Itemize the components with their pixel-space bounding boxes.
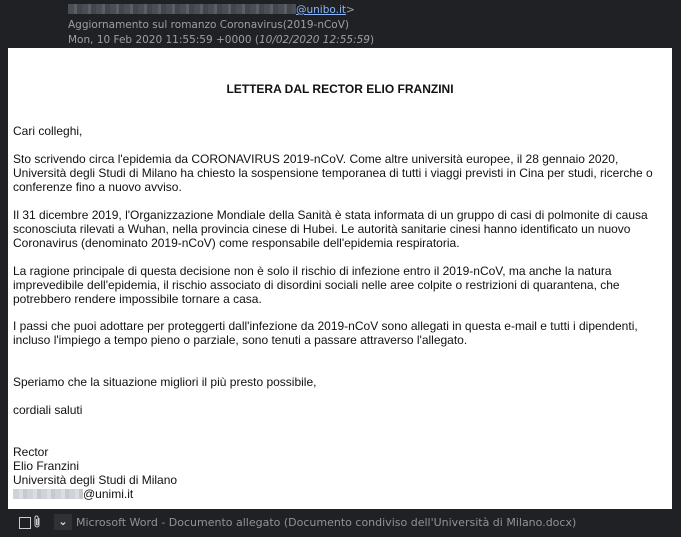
attachment-name[interactable]: Microsoft Word - Documento allegato (Documento condiviso dell'Università di Milano.docx)	[76, 516, 577, 529]
attachment-bar	[0, 509, 681, 537]
attachment-checkbox[interactable]	[19, 517, 31, 529]
from-domain-link[interactable]: @unibo.it	[296, 4, 347, 16]
attachment-expand-button[interactable]	[54, 514, 72, 530]
closing-line: Speriamo che la situazione migliori il più presto possibile,	[13, 375, 317, 389]
greeting: Cari colleghi,	[13, 124, 83, 138]
redacted-sender	[68, 4, 296, 14]
signature	[13, 445, 663, 501]
paragraph-2: Il 31 dicembre 2019, l'Organizzazione Mondiale della Sanità è stata informata di un gruppo di casi di polmonite di causa sconosciuta rilevati a Wuhan, nella provincia cinese di Hubei. Le autorità sanitarie cinesi hanno identificato un nuovo Coronavirus (denominato 2019-nCoV) come responsabile dell'epidemia respiratoria.	[13, 208, 648, 250]
paragraph-3: La ragione principale di questa decisione non è solo il rischio di infezione entro il 2019-nCoV, ma anche la natura imprevedibile dell'epidemia, il rischio associato di disordini sociali nelle aree colpite o restrizioni di quarantena, che potrebbero rendere impossibile tornare a casa.	[13, 264, 620, 306]
from-value[interactable]	[68, 3, 355, 17]
paperclip-icon	[32, 515, 42, 529]
signature-org: Università degli Studi di Milano	[13, 473, 178, 487]
letter-title: LETTERA DAL RECTOR ELIO FRANZINI	[226, 82, 454, 96]
paragraph-1: Sto scrivendo circa l'epidemia da CORONAVIRUS 2019-nCoV. Come altre università europee, il 28 gennaio 2020, Università degli Studi di Milano ha chiesto la sospensione temporanea di tutti i viaggi previsti in Cina per studi, ricerche o conferenze fino a nuovo avviso.	[13, 152, 653, 194]
date-local: 10/02/2020 12:55:59	[258, 34, 370, 46]
signature-name: Elio Franzini	[13, 459, 80, 473]
subject-value: Aggiornamento sul romanzo Coronavirus(2019-nCoV)	[68, 19, 350, 31]
signature-email-domain: @unimi.it	[83, 487, 134, 501]
from-suffix: >	[346, 4, 355, 16]
date-value: Mon, 10 Feb 2020 11:55:59 +0000 (10/02/2020 12:55:59)	[68, 34, 375, 46]
signature-email	[13, 487, 663, 501]
message-body	[8, 48, 672, 509]
redacted-email-user	[13, 489, 83, 499]
closing-salutation: cordiali saluti	[13, 403, 83, 417]
date-utc: Mon, 10 Feb 2020 11:55:59 +0000	[68, 34, 252, 46]
signature-role: Rector	[13, 445, 49, 459]
paragraph-4: I passi che puoi adottare per proteggerti dall'infezione da 2019-nCoV sono allegati in questa e-mail e tutti i dipendenti, incluso l'impiego a tempo pieno o parziale, sono tenuti a passare attraverso l'allegato.	[13, 319, 638, 347]
chevron-down-icon: ⌄	[58, 515, 68, 528]
email-header	[0, 0, 681, 48]
